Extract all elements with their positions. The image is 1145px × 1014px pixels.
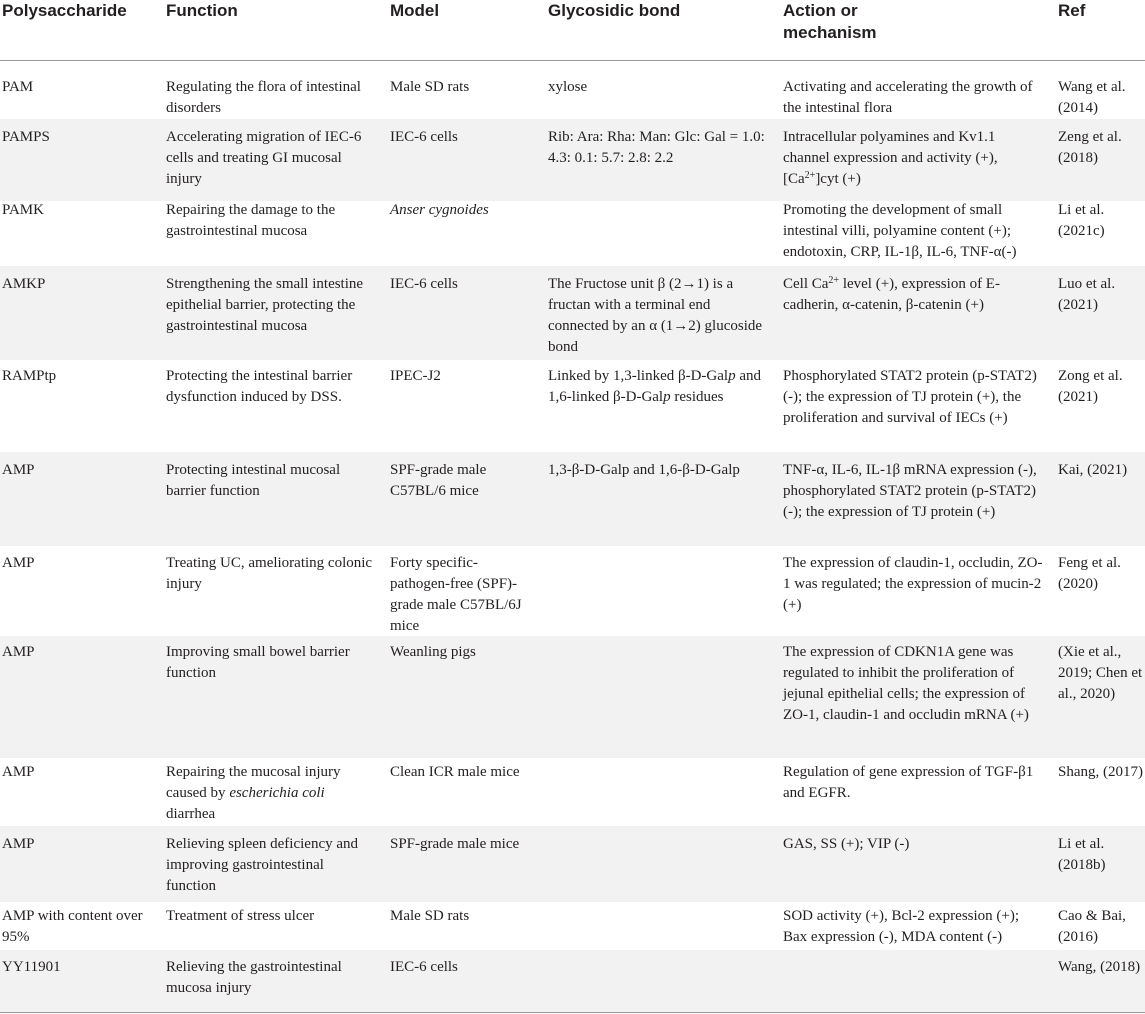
cell-function: Protecting intestinal mucosal barrier function bbox=[166, 462, 341, 499]
cell-ref: Li et al. (2018b) bbox=[1058, 836, 1106, 873]
cell-model: IEC-6 cells bbox=[390, 959, 458, 975]
cell-ref: Zong et al. (2021) bbox=[1058, 368, 1123, 405]
table-row bbox=[0, 553, 1145, 643]
cell-model: Male SD rats bbox=[390, 908, 470, 924]
cell-function bbox=[166, 762, 376, 825]
cell-action: The expression of CDKN1A gene was regulated to inhibit the proliferation of jejunal epithelial cells; the expression of ZO-1, claudin-1 and occludin mRNA (+) bbox=[783, 644, 1029, 723]
cell-polysaccharide: AMP with content over 95% bbox=[2, 908, 143, 945]
cell-action: TNF-α, IL-6, IL-1β mRNA expression (-), phosphorylated STAT2 protein (p-STAT2) (-); the expression of TJ protein (+) bbox=[783, 462, 1037, 520]
cell-polysaccharide: AMKP bbox=[2, 276, 46, 292]
table-row bbox=[0, 200, 1145, 274]
header-function: Function bbox=[166, 1, 238, 20]
cell-action: Regulation of gene expression of TGF-β1 and EGFR. bbox=[783, 764, 1034, 801]
cell-ref: Cao & Bai, (2016) bbox=[1058, 908, 1126, 945]
table-row bbox=[0, 452, 1145, 546]
cell-polysaccharide: AMP bbox=[2, 644, 35, 660]
cell-action: The expression of claudin-1, occludin, ZO-1 was regulated; the expression of mucin-2 (+) bbox=[783, 555, 1043, 613]
cell-function: Accelerating migration of IEC-6 cells and treating GI mucosal injury bbox=[166, 129, 362, 187]
table-row bbox=[0, 119, 1145, 201]
cell-ref: (Xie et al., 2019; Chen et al., 2020) bbox=[1058, 644, 1143, 702]
cell-action: Promoting the development of small intestinal villi, polyamine content (+); endotoxin, CRP, IL-1β, IL-6, TNF-α(-) bbox=[783, 202, 1017, 260]
cell-function-text: Repairing the mucosal injury caused by escherichia coli diarrhea bbox=[166, 764, 341, 822]
cell-model: SPF-grade male mice bbox=[390, 836, 520, 852]
cell-function: Strengthening the small intestine epithelial barrier, protecting the gastrointestinal mucosa bbox=[166, 276, 364, 334]
cell-ref: Feng et al. (2020) bbox=[1058, 555, 1121, 592]
cell-ref: Zeng et al. (2018) bbox=[1058, 129, 1122, 166]
cell-function: Regulating the flora of intestinal disorders bbox=[166, 79, 361, 116]
cell-glycosidic-bond: Rib: Ara: Rha: Man: Glc: Gal = 1.0: 4.3: 0.1: 5.7: 2.8: 2.2 bbox=[548, 129, 765, 166]
cell-model: IPEC-J2 bbox=[390, 368, 441, 384]
cell-function: Relieving spleen deficiency and improving gastrointestinal function bbox=[166, 836, 359, 894]
cell-glycosidic-bond-text: Linked by 1,3-linked β-D-Galp and 1,6-linked β-D-Galp residues bbox=[548, 368, 762, 405]
cell-glycosidic-bond: xylose bbox=[548, 79, 588, 95]
cell-ref: Kai, (2021) bbox=[1058, 462, 1128, 478]
cell-action: Phosphorylated STAT2 protein (p-STAT2) (-); the expression of TJ protein (+), the proliferation and survival of IECs (+) bbox=[783, 368, 1037, 426]
cell-model: Clean ICR male mice bbox=[390, 764, 520, 780]
cell-function: Protecting the intestinal barrier dysfunction induced by DSS. bbox=[166, 368, 353, 405]
cell-polysaccharide: YY11901 bbox=[2, 959, 61, 975]
cell-glycosidic-bond: 1,3-β-D-Galp and 1,6-β-D-Galp bbox=[548, 462, 740, 478]
cell-action: Activating and accelerating the growth of the intestinal flora bbox=[783, 79, 1033, 116]
cell-polysaccharide: AMP bbox=[2, 462, 35, 478]
table-header bbox=[0, 0, 1145, 60]
header-polysaccharide: Polysaccharide bbox=[2, 1, 127, 20]
table-row bbox=[0, 762, 1145, 832]
cell-model: Male SD rats bbox=[390, 79, 470, 95]
cell-model bbox=[390, 200, 530, 221]
cell-model: Forty specific-pathogen-free (SPF)-grade male C57BL/6J mice bbox=[390, 555, 522, 634]
cell-action: SOD activity (+), Bcl-2 expression (+); Bax expression (-), MDA content (-) bbox=[783, 908, 1020, 945]
cell-function: Relieving the gastrointestinal mucosa injury bbox=[166, 959, 342, 996]
cell-model-italic: Anser cygnoides bbox=[390, 202, 489, 218]
table-row bbox=[0, 826, 1145, 902]
header-action-or-mechanism: Action or mechanism bbox=[783, 1, 877, 42]
cell-glycosidic-bond bbox=[548, 366, 770, 408]
cell-function: Repairing the damage to the gastrointestinal mucosa bbox=[166, 202, 336, 239]
table-row bbox=[0, 366, 1145, 456]
cell-action-text: Intracellular polyamines and Kv1.1 channel expression and activity (+), $[Ca^{2+}]cyt$ (+) bbox=[783, 129, 998, 187]
cell-model: SPF-grade male C57BL/6 mice bbox=[390, 462, 487, 499]
cell-ref: Wang et al. (2014) bbox=[1058, 79, 1126, 116]
cell-glycosidic-bond: The Fructose unit β (2→1) is a fructan with a terminal end connected by an α (1→2) glucoside bond bbox=[548, 276, 763, 355]
header-ref: Ref bbox=[1058, 1, 1086, 20]
cell-function: Treatment of stress ulcer bbox=[166, 908, 315, 924]
cell-polysaccharide: PAMK bbox=[2, 202, 44, 218]
cell-ref: Li et al. (2021c) bbox=[1058, 202, 1105, 239]
table-row bbox=[0, 266, 1145, 360]
cell-function: Treating UC, ameliorating colonic injury bbox=[166, 555, 373, 592]
cell-polysaccharide: AMP bbox=[2, 555, 35, 571]
cell-polysaccharide: RAMPtp bbox=[2, 368, 57, 384]
cell-polysaccharide: AMP bbox=[2, 764, 35, 780]
cell-action: GAS, SS (+); VIP (-) bbox=[783, 836, 910, 852]
cell-action-text: Cell $Ca^{2+}$ level (+), expression of E-cadherin, α-catenin, β-catenin (+) bbox=[783, 275, 1000, 313]
cell-ref: Luo et al. (2021) bbox=[1058, 276, 1116, 313]
table-row bbox=[0, 636, 1145, 758]
cell-model: Weanling pigs bbox=[390, 644, 476, 660]
cell-action bbox=[783, 127, 1045, 190]
cell-ref: Wang, (2018) bbox=[1058, 959, 1141, 975]
cell-polysaccharide: PAM bbox=[2, 79, 34, 95]
cell-model: IEC-6 cells bbox=[390, 129, 458, 145]
header-model: Model bbox=[390, 1, 440, 20]
table-row bbox=[0, 950, 1145, 1012]
cell-ref: Shang, (2017) bbox=[1058, 764, 1143, 780]
cell-model: IEC-6 cells bbox=[390, 276, 458, 292]
cell-action bbox=[783, 274, 1045, 316]
cell-function: Improving small bowel barrier function bbox=[166, 644, 350, 681]
cell-polysaccharide: AMP bbox=[2, 836, 35, 852]
header-rule bbox=[0, 60, 1145, 61]
header-glycosidic-bond: Glycosidic bond bbox=[548, 1, 681, 20]
footer-rule bbox=[0, 1012, 1145, 1013]
cell-polysaccharide: PAMPS bbox=[2, 129, 50, 145]
